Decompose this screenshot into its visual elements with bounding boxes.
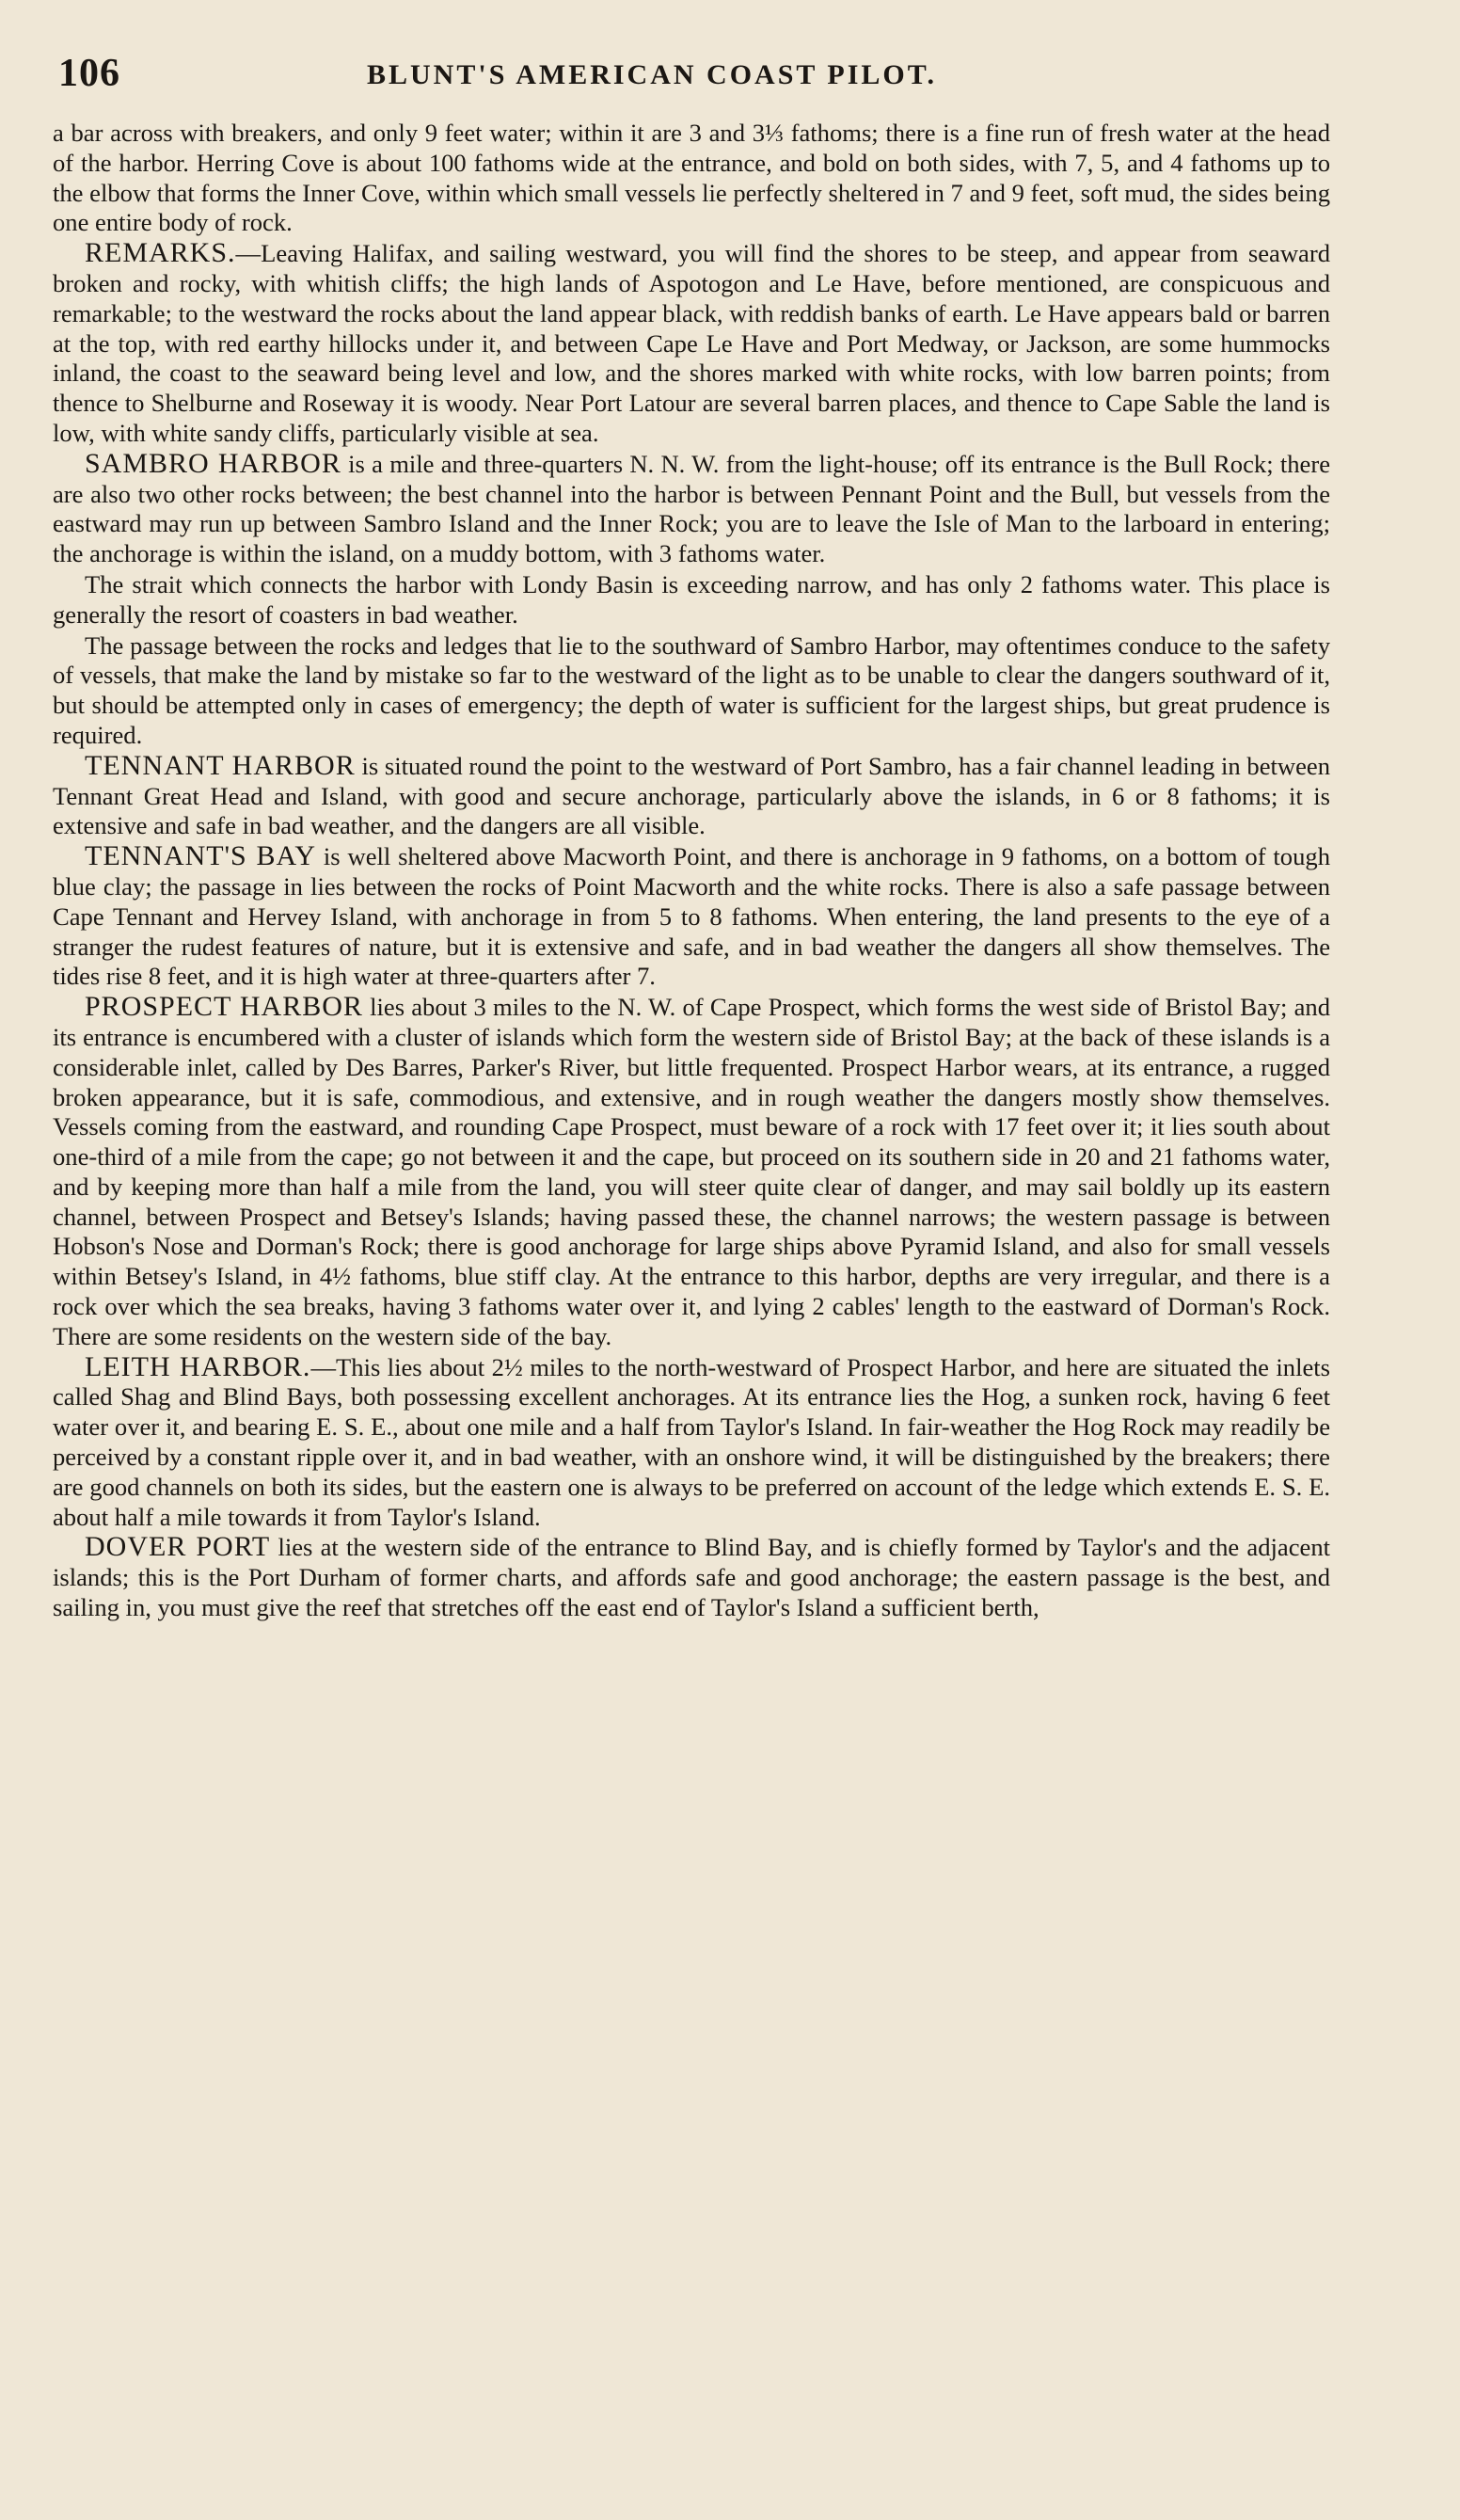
paragraph xyxy=(53,238,1330,449)
paragraph-text: lies at the western side of the entrance to Blind Bay, and is chiefly formed by Taylor's and the adjacent islands; this is the Port Durham of former charts, and affords safe and good anchorage; the eastern passage is the best, and sailing in, you must give the reef that stretches off the east end of Taylor's Island a sufficient berth, xyxy=(53,1533,1331,1622)
paragraph-heading: DOVER PORT xyxy=(85,1531,271,1563)
paragraph-text: lies about 3 miles to the N. W. of Cape Prospect, which forms the west side of Bristol Bay; and its entrance is encumbered with a cluster of islands which form the western side of Bristol Bay; at the back of these islands is a considerable inlet, called by Des Barres, Parker's River, but little frequented. Prospect Harbor wears, at its entrance, a rugged broken appearance, but it is safe, commodious, and extensive, and in rough weather the dangers mostly show themselves. Vessels coming from the eastward, and rounding Cape Prospect, must beware of a rock with 17 feet over it; it lies south about one-third of a mile from the cape; go not between it and the cape, but proceed on its southern side in 20 and 21 fathoms water, and by keeping more than half a mile from the land, you will steer quite clear of danger, and may sail boldly up its eastern channel, between Prospect and Betsey's Islands; having passed these, the channel narrows; the western passage is between Hobson's Nose and Dorman's Rock; there is good anchorage for large ships above Pyramid Island, and also for small vessels within Betsey's Island, in 4½ fathoms, blue stiff clay. At the entrance to this harbor, depths are very irregular, and there is a rock over which the sea breaks, having 3 fathoms water over it, and lying 2 cables' length to the eastward of Dorman's Rock. There are some residents on the western side of the bay. xyxy=(53,993,1330,1350)
paragraph xyxy=(53,992,1330,1352)
paragraph xyxy=(53,1532,1330,1622)
paragraph-heading: TENNANT'S BAY xyxy=(85,840,317,872)
paragraph-text: —This lies about 2½ miles to the north-westward of Prospect Harbor, and here are situated the inlets called Shag and Blind Bays, both possessing excellent anchorages. At its entrance lies the Hog, a sunken rock, having 6 feet water over it, and bearing E. S. E., about one mile and a half from Taylor's Island. In fair-weather the Hog Rock may readily be perceived by a constant ripple over it, and in bad weather, with an onshore wind, it will be distinguished by the breakers; there are good channels on both its sides, but the eastern one is always to be preferred on account of the ledge which extends E. S. E. about half a mile towards it from Taylor's Island. xyxy=(53,1352,1330,1531)
paragraph-text: is well sheltered above Macworth Point, and there is anchorage in 9 fathoms, on a bottom of tough blue clay; the passage in lies between the rocks of Point Macworth and the white rocks. There is also a safe passage between Cape Tennant and Hervey Island, with anchorage in from 5 to 8 fathoms. When entering, the land presents to the eye of a stranger the rudest features of nature, but it is extensive and safe, and in bad weather the dangers all show themselves. The tides rise 8 feet, and it is high water at three-quarters after 7. xyxy=(53,842,1330,991)
paragraph-text: a bar across with breakers, and only 9 feet water; within it are 3 and 3⅓ fathoms; there is a fine run of fresh water at the head of the harbor. Herring Cove is about 100 fathoms wide at the entrance, and bold on both sides, with 7, 5, and 4 fathoms up to the elbow that forms the Inner Cove, within which small vessels lie perfectly sheltered in 7 and 9 feet, soft mud, the sides being one entire body of rock. xyxy=(53,119,1330,237)
paragraph-text: is situated round the point to the westward of Port Sambro, has a fair channel leading in between Tennant Great Head and Island, with good and secure anchorage, particularly above the islands, in 6 or 8 fathoms; it is extensive and safe in bad weather, and the dangers are all visible. xyxy=(53,751,1330,840)
paragraph-text: —Leaving Halifax, and sailing westward, you will find the shores to be steep, and appear from seaward broken and rocky, with whitish cliffs; the high lands of Aspotogon and Le Have, before mentioned, are conspicuous and remarkable; to the westward the rocks about the land appear black, with reddish banks of earth. Le Have appears bald or barren at the top, with red earthy hillocks under it, and between Cape Le Have and Port Medway, or Jackson, are some hummocks inland, the coast to the seaward being level and low, and the shores marked with white rocks, with low barren points; from thence to Shelburne and Roseway it is woody. Near Port Latour are several barren places, and thence to Cape Sable the land is low, with white sandy cliffs, particularly visible at sea. xyxy=(53,239,1330,447)
paragraph xyxy=(53,569,1330,630)
body-text xyxy=(53,118,1330,1623)
paragraph-text: is a mile and three-quarters N. N. W. from the light-house; off its entrance is the Bull Rock; there are also two other rocks between; the best channel into the harbor is between Pennant Point and the Bull, but vessels from the eastward may run up between Sambro Island and the Inner Rock; you are to leave the Isle of Man to the larboard in entering; the anchorage is within the island, on a muddy bottom, with 3 fathoms water. xyxy=(53,449,1330,568)
page-number: 106 xyxy=(58,52,120,95)
paragraph-heading: TENNANT HARBOR xyxy=(85,749,356,781)
paragraph-heading: SAMBRO HARBOR xyxy=(85,447,341,479)
paragraph-heading: LEITH HARBOR. xyxy=(85,1350,311,1382)
paragraph-text: The strait which connects the harbor with Londy Basin is exceeding narrow, and has only 2 fathoms water. This place is generally the resort of coasters in bad weather. xyxy=(53,569,1330,629)
paragraph xyxy=(53,630,1330,751)
running-title: BLUNT'S AMERICAN COAST PILOT. xyxy=(367,59,937,90)
paragraph-text: The passage between the rocks and ledges that lie to the southward of Sambro Harbor, may oftentimes conduce to the safety of vessels, that make the land by mistake so far to the westward of the light as to be unable to clear the dangers southward of it, but should be attempted only in cases of emergency; the depth of water is sufficient for the largest ships, but great prudence is required. xyxy=(53,630,1330,749)
paragraph xyxy=(53,751,1330,841)
paragraph-heading: REMARKS. xyxy=(85,237,236,269)
paragraph xyxy=(53,118,1330,238)
paragraph xyxy=(53,1352,1330,1533)
paragraph-heading: PROSPECT HARBOR xyxy=(85,991,363,1023)
paragraph xyxy=(53,449,1330,569)
page-header xyxy=(0,51,1460,96)
paragraph xyxy=(53,841,1330,992)
